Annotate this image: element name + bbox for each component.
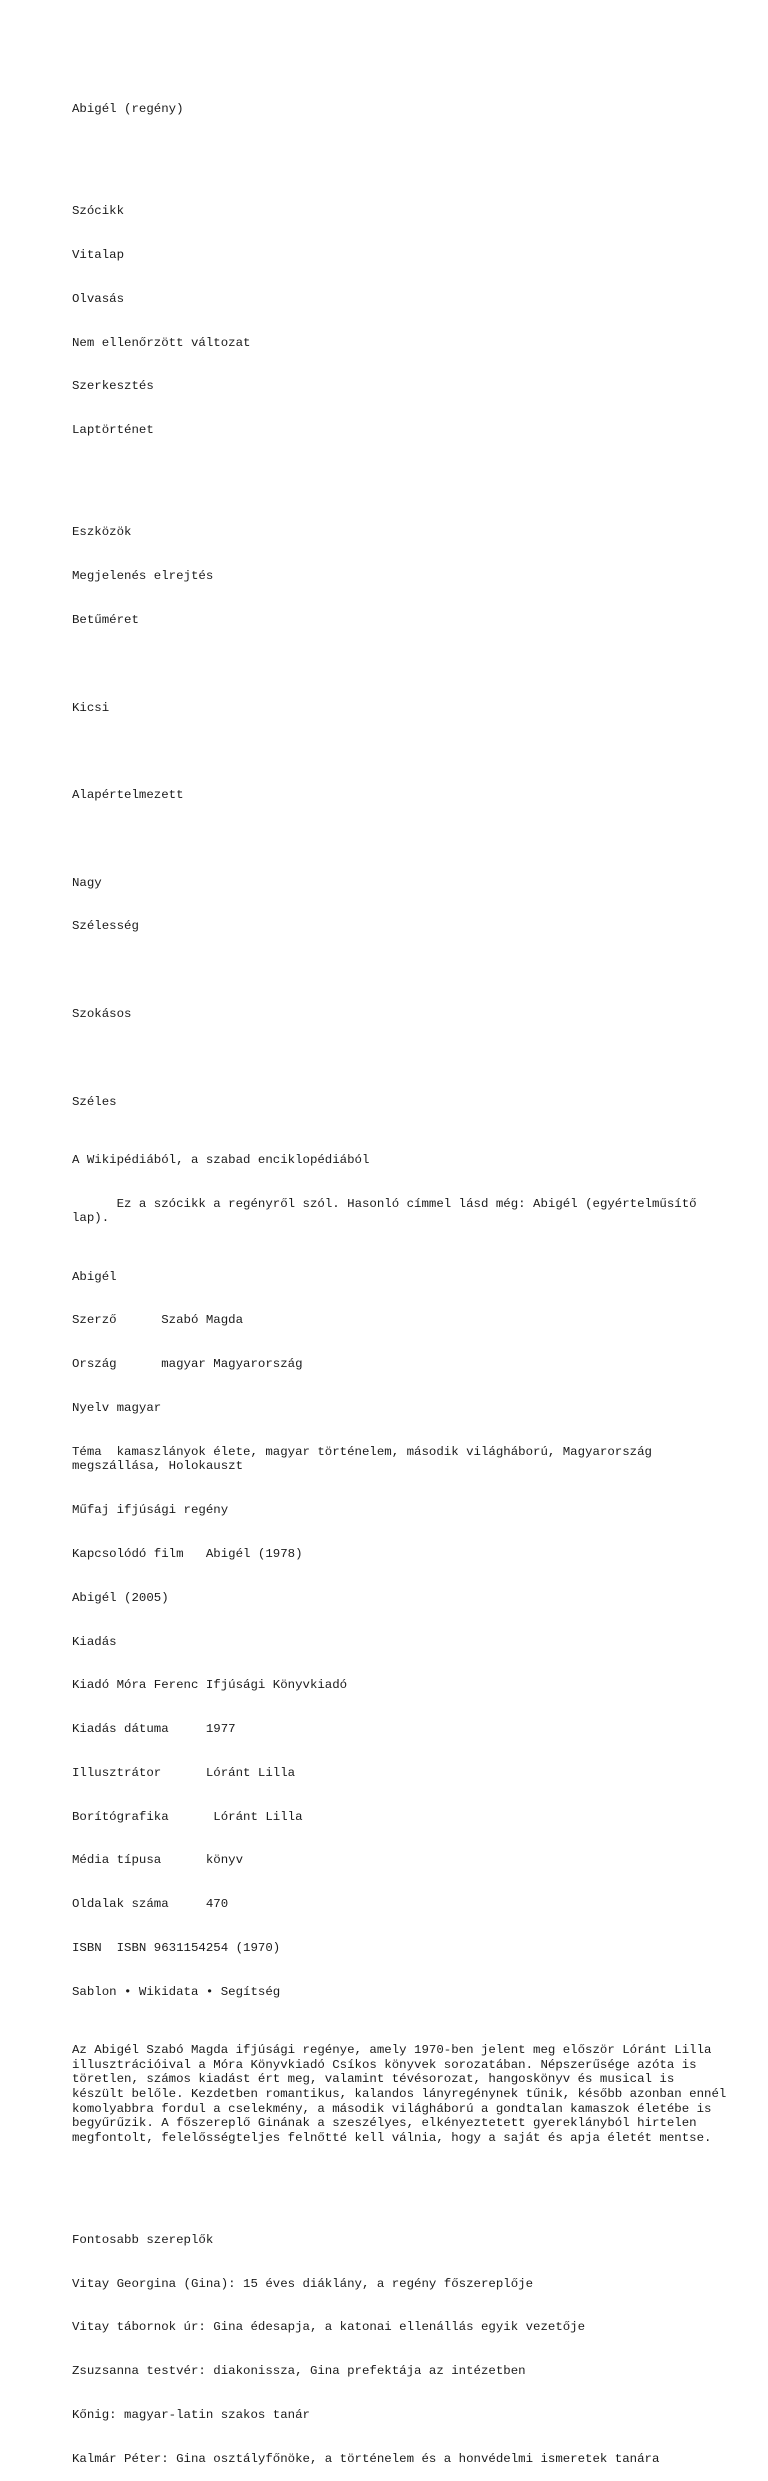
infobox-row-media [72, 1853, 732, 1868]
date-label: Kiadás dátuma [72, 1722, 169, 1737]
cover-value: Lóránt Lilla [213, 1809, 303, 1824]
hatnote [72, 1197, 732, 1226]
infobox-row-author [72, 1313, 732, 1328]
infobox-row-illustrator [72, 1766, 732, 1781]
spacer [72, 963, 732, 978]
infobox-row-film [72, 1547, 732, 1562]
font-large-option[interactable]: Nagy [72, 875, 102, 890]
country-label: Ország [72, 1357, 117, 1372]
media-label: Média típusa [72, 1853, 162, 1868]
infobox-row-publisher: Kiadó Móra Ferenc Ifjúsági Könyvkiadó [72, 1678, 348, 1693]
spacer [72, 744, 732, 759]
pages-value: 470 [205, 1897, 229, 1912]
infobox-template-links[interactable]: Sablon • Wikidata • Segítség [72, 1984, 281, 1999]
character-item: Kalmár Péter: Gina osztályfőnöke, a történelem és a honvédelmi ismeretek tanára [72, 2451, 660, 2466]
infobox-row-cover [72, 1810, 732, 1825]
illustrator-value: Lóránt Lilla [205, 1765, 296, 1780]
hide-appearance-button[interactable]: Megjelenés elrejtés [72, 569, 214, 584]
infobox-row-genre: Műfaj ifjúsági regény [72, 1503, 229, 1518]
tab-article[interactable]: Szócikk [72, 204, 125, 219]
film-label: Kapcsolódó film [72, 1546, 184, 1561]
spacer [72, 1051, 732, 1066]
spacer [72, 467, 732, 482]
country-value[interactable]: magyar Magyarország [161, 1357, 303, 1372]
infobox-row-date [72, 1722, 732, 1737]
infobox-row-language: Nyelv magyar [72, 1401, 162, 1416]
cover-label: Borítógrafika [72, 1809, 169, 1824]
film-value[interactable]: Abigél (1978) [205, 1546, 303, 1561]
width-wide-option[interactable]: Széles [72, 1094, 117, 1109]
illustrator-label: Illusztrátor [72, 1765, 162, 1780]
font-default-option[interactable]: Alapértelmezett [72, 788, 184, 803]
page-title: Abigél (regény) [72, 102, 184, 117]
spacer [72, 2175, 732, 2190]
character-item: Vitay Georgina (Gina): 15 éves diáklány, a regény főszereplője [72, 2276, 534, 2291]
document-page [72, 73, 732, 2481]
pages-label: Oldalak száma [72, 1897, 169, 1912]
spacer [72, 832, 732, 847]
author-value[interactable]: Szabó Magda [161, 1313, 244, 1328]
tab-unreviewed[interactable]: Nem ellenőrzött változat [72, 335, 251, 350]
author-label: Szerző [72, 1313, 117, 1328]
width-normal-option[interactable]: Szokásos [72, 1007, 132, 1021]
tools-menu[interactable]: Eszközök [72, 525, 132, 540]
infobox-row-theme: Téma kamaszlányok élete, magyar történelem, második világháború, Magyarország megszállása, Holokauszt [72, 1444, 660, 1474]
tab-talk[interactable]: Vitalap [72, 248, 125, 263]
infobox-row-pages [72, 1897, 732, 1912]
character-item: Kőnig: magyar-latin szakos tanár [72, 2408, 310, 2422]
media-value: könyv [205, 1853, 244, 1868]
tab-edit[interactable]: Szerkesztés [72, 379, 154, 394]
width-label: Szélesség [72, 919, 139, 934]
hatnote-text: Ez a szócikk a regényről szól. Hasonló címmel lásd még: Abigél (egyértelműsítő lap). [72, 1196, 705, 1226]
infobox-row-isbn[interactable]: ISBN ISBN 9631154254 (1970) [72, 1941, 281, 1955]
tagline: A Wikipédiából, a szabad enciklopédiából [72, 1152, 370, 1167]
date-value: 1977 [205, 1722, 236, 1737]
character-item: Vitay tábornok úr: Gina édesapja, a katonai ellenállás egyik vezetője [72, 2320, 586, 2335]
infobox-row-country [72, 1357, 732, 1372]
font-size-label: Betűméret [72, 612, 139, 627]
tab-history[interactable]: Laptörténet [72, 423, 154, 438]
character-item: Zsuzsanna testvér: diakonissza, Gina prefektája az intézetben [72, 2364, 526, 2379]
infobox-edition-heading: Kiadás [72, 1634, 117, 1649]
infobox-title: Abigél [72, 1269, 117, 1284]
characters-heading: Fontosabb szereplők [72, 2232, 214, 2247]
intro-paragraph: Az Abigél Szabó Magda ifjúsági regénye, amely 1970-ben jelent meg először Lóránt Lilla illusztrációival a Móra Könyvkiadó Csíkos könyvek sorozatában. Népszerűsége azóta is töretlen, számos kiadást ért meg, valamint tévésorozat, hangoskönyv és musical is készült belőle. Kezdetben romantikus, kalandos lányregénynek tűnik, később azonban ennél komolyabbra fordul a cselekmény, a második világháború a gondtalan kamaszok életébe is begyűrűzik. A főszereplő Ginának a szeszélyes, elkényeztetett gyereklányból hirtelen megfontolt, felelősségteljes felnőtté kell válnia, hogy a saját és apja életét mentse. [72, 2043, 734, 2145]
spacer [72, 146, 732, 161]
tab-read[interactable]: Olvasás [72, 291, 125, 306]
font-small-option[interactable]: Kicsi [72, 700, 110, 715]
spacer [72, 657, 732, 672]
infobox-row-film-2[interactable]: Abigél (2005) [72, 1590, 169, 1605]
